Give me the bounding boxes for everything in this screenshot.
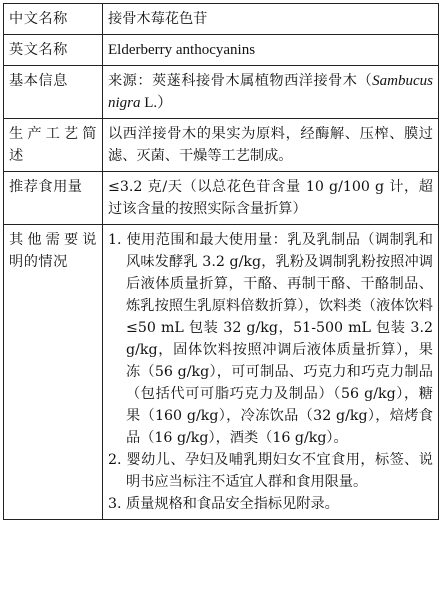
table-row-basic-info <box>4 66 439 119</box>
table-row-process <box>4 119 439 172</box>
row-label: 英文名称 <box>4 35 103 66</box>
table-row-other-notes <box>4 225 439 520</box>
source-text: 来源：莢蒾科接骨木属植物西洋接骨木（ <box>108 73 373 89</box>
list-item: 1. 使用范围和最大使用量：乳及乳制品（调制乳和风味发酵乳 3.2 g/kg，乳粉及调制乳粉按照冲调后液体质量折算，干酪、再制干酪、干酪制品、炼乳按照生乳原料倍数折算），饮料类（液体饮料≤50 mL 包装 32 g/kg，51-500 mL 包装 3.2 g/kg，固体饮料按照冲调后液体质量折算），果冻（56 g/kg），可可制品、巧克力和巧克力制品（包括代可可脂巧克力及制品）（56 g/kg），糖果（160 g/kg），冷冻饮品（32 g/kg），焙烤食品（16 g/kg），酒类（16 g/kg）。 <box>108 232 433 446</box>
row-label: 生产工艺简述 <box>4 119 103 172</box>
row-label: 中文名称 <box>4 4 103 35</box>
table-row-recommended-intake <box>4 172 439 225</box>
source-suffix: L.） <box>140 95 173 111</box>
row-label: 推荐食用量 <box>4 172 103 225</box>
list-item: 2. 婴幼儿、孕妇及哺乳期妇女不宜食用，标签、说明书应当标注不适宜人群和食用限量。 <box>108 452 433 490</box>
latin-name: Sambucus nigra <box>108 73 433 111</box>
table-row-english-name <box>4 35 439 66</box>
info-table <box>3 3 439 520</box>
row-value: 接骨木莓花色苷 <box>103 4 439 35</box>
row-value: ≤3.2 克/天（以总花色苷含量 10 g/100 g 计，超过该含量的按照实际含量折算） <box>103 172 439 225</box>
row-label: 其他需要说明的情况 <box>4 225 103 520</box>
row-value <box>103 66 439 119</box>
row-value <box>103 225 439 520</box>
table-row-chinese-name <box>4 4 439 35</box>
row-label: 基本信息 <box>4 66 103 119</box>
list-item: 3. 质量规格和食品安全指标见附录。 <box>108 496 339 512</box>
row-value: Elderberry anthocyanins <box>103 35 439 66</box>
row-value: 以西洋接骨木的果实为原料，经酶解、压榨、膜过滤、灭菌、干燥等工艺制成。 <box>103 119 439 172</box>
